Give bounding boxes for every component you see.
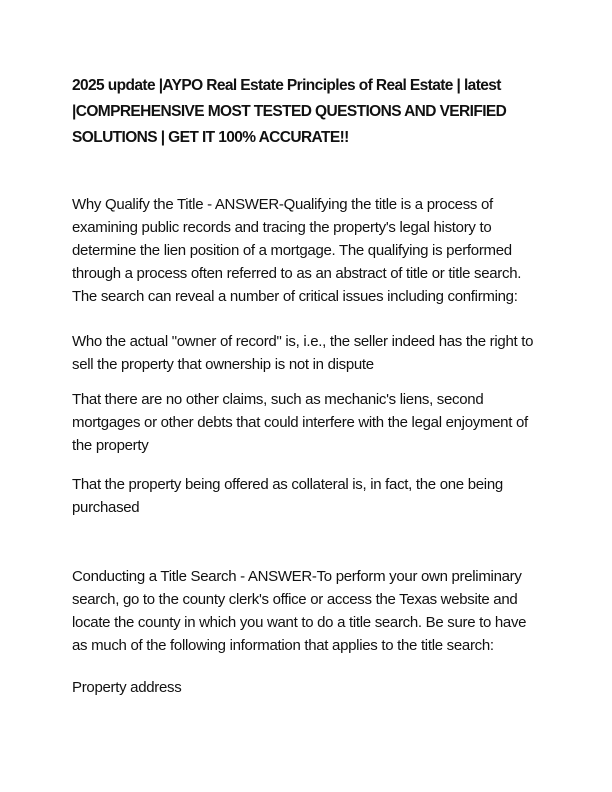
paragraph-no-other-claims: That there are no other claims, such as mechanic's liens, second mortgages or other debts that could interfere with the legal enjoyment of the property bbox=[72, 391, 528, 454]
paragraph-why-qualify-title: Why Qualify the Title - ANSWER-Qualifying the title is a process of examining public records and tracing the property's legal history to determine the lien position of a mortgage. The qualifying is performed through a process often referred to as an abstract of title or title search. The search can reveal a number of critical issues including confirming: bbox=[72, 196, 522, 305]
document-title: 2025 update |AYPO Real Estate Principles of Real Estate | latest |COMPREHENSIVE MOST TESTED QUESTIONS AND VERIFIED SOLUTIONS | GET IT 100% ACCURATE!! bbox=[72, 77, 507, 146]
paragraph-owner-of-record: Who the actual "owner of record" is, i.e., the seller indeed has the right to sell the property that ownership is not in dispute bbox=[72, 333, 534, 373]
paragraph-property-address: Property address bbox=[72, 679, 182, 696]
paragraph-conducting-title-search: Conducting a Title Search - ANSWER-To perform your own preliminary search, go to the county clerk's office or access the Texas website and locate the county in which you want to do a title search. Be sure to have as much of the following information that applies to the title search: bbox=[72, 568, 527, 654]
paragraph-collateral: That the property being offered as collateral is, in fact, the one being purchased bbox=[72, 476, 503, 516]
